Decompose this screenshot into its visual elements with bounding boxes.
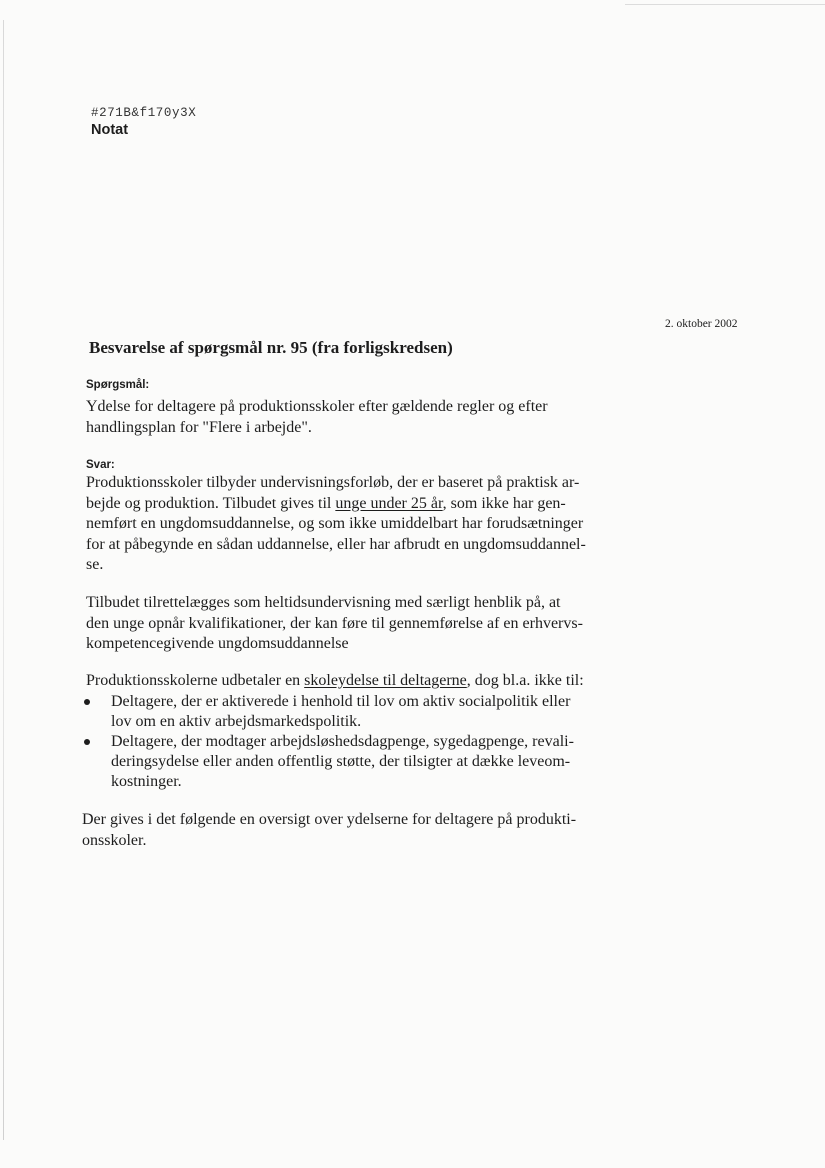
list-item xyxy=(82,732,622,792)
list-item xyxy=(82,692,622,732)
bullet-icon xyxy=(84,739,90,745)
text-run: Produktionsskolerne udbetaler en xyxy=(86,672,305,689)
answer-label: Svar: xyxy=(86,459,115,471)
paragraph-line: Produktionsskoler tilbyder undervisningsforløb, der er baseret på praktisk ar- xyxy=(86,474,580,491)
list-item-line: Deltagere, der modtager arbejdsløshedsdagpenge, sygedagpenge, revali- xyxy=(111,733,574,750)
paragraph-line: Tilbudet tilrettelægges som heltidsundervisning med særligt henblik på, at xyxy=(86,594,561,611)
document-date: 2. oktober 2002 xyxy=(665,318,738,330)
question-line: Ydelse for deltagere på produktionsskoler efter gældende regler og efter xyxy=(86,398,548,415)
list-item-line: kostninger. xyxy=(111,773,182,790)
page-title: Besvarelse af spørgsmål nr. 95 (fra forligskredsen) xyxy=(89,338,453,357)
list-item-line: lov om en aktiv arbejdsmarkedspolitik. xyxy=(111,713,362,730)
document-type: Notat xyxy=(91,122,129,138)
answer-paragraph-1 xyxy=(86,473,616,576)
answer-paragraph-3 xyxy=(86,671,616,692)
scan-edge xyxy=(3,20,4,1140)
paragraph-line: kompetencegivende ungdomsuddannelse xyxy=(86,635,349,652)
paragraph-line xyxy=(86,494,616,515)
paragraph-line xyxy=(86,671,616,692)
paragraph-line: se. xyxy=(86,556,104,573)
question-line: handlingsplan for "Flere i arbejde". xyxy=(86,418,312,436)
underlined-text: unge under 25 år xyxy=(335,494,443,512)
paragraph-line: den unge opnår kvalifikationer, der kan føre til gennemførelse af en erhvervs- xyxy=(86,614,583,632)
text-run: , som ikke har gen- xyxy=(442,494,566,512)
paragraph-line: nemført en ungdomsuddannelse, og som ikke umiddelbart har forudsætninger xyxy=(86,515,584,532)
bullet-icon xyxy=(84,699,90,705)
list-item-line: Deltagere, der er aktiverede i henhold til lov om aktiv socialpolitik eller xyxy=(111,693,571,710)
question-text xyxy=(86,397,616,438)
bullet-list xyxy=(82,692,622,792)
text-run: bejde og produktion. Tilbudet gives til xyxy=(86,494,336,512)
scan-edge-top xyxy=(625,4,825,5)
paragraph-line: onsskoler. xyxy=(82,831,147,849)
answer-paragraph-4 xyxy=(82,810,612,851)
paragraph-line: for at påbegynde en sådan uddannelse, eller har afbrudt en ungdomsuddannel- xyxy=(86,535,586,553)
question-label: Spørgsmål: xyxy=(86,379,150,391)
paragraph-line: Der gives i det følgende en oversigt over ydelserne for deltagere på produkti- xyxy=(82,811,577,828)
answer-paragraph-2 xyxy=(86,593,616,655)
underlined-text: skoleydelse til deltagerne xyxy=(304,672,467,689)
text-run: , dog bl.a. ikke til: xyxy=(466,672,584,689)
list-item-line: deringsydelse eller anden offentlig støtte, der tilsigter at dække leveom- xyxy=(111,753,571,770)
document-id: #271B&f170y3X xyxy=(91,106,197,120)
